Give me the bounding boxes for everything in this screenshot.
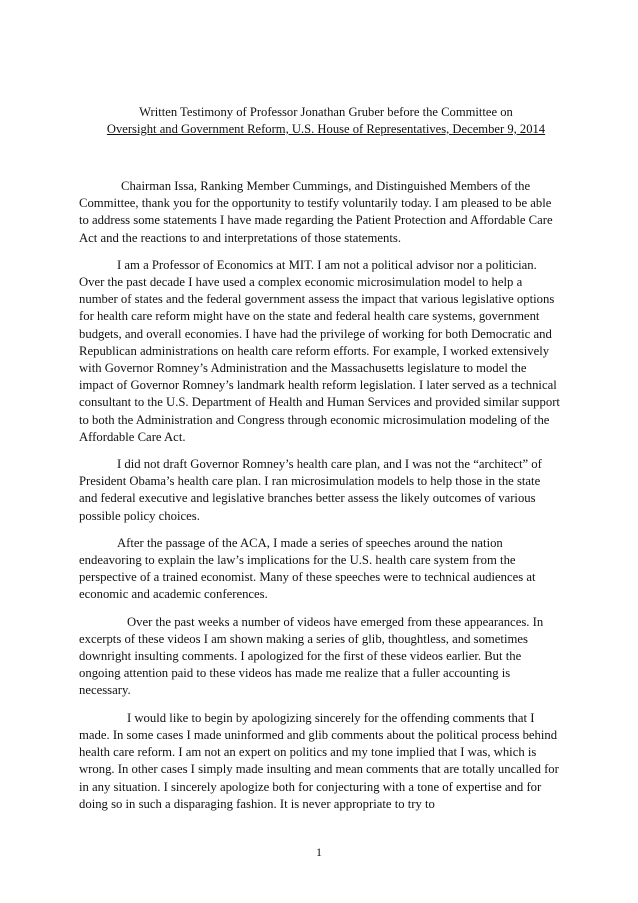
title-line-1: Written Testimony of Professor Jonathan Gruber before the Committee on	[139, 105, 513, 119]
title-line-2: Oversight and Government Reform, U.S. House of Representatives, December 9, 2014	[106, 122, 546, 136]
page-number: 1	[316, 845, 322, 859]
paragraph-background: I am a Professor of Economics at MIT. I am not a political advisor nor a politician. Over the past decade I have used a complex economic microsimulation model to help a number of states and the federal government assess the impact that various legislative options for health care reform might have on the state and federal health care systems, government budgets, and overall economies. I have had the privilege of working for both Democratic and Republican administrations on health care reform efforts. For example, I worked extensively with Governor Romney’s Administration and the Massachusetts legislature to model the impact of Governor Romney’s landmark health reform legislation. I later served as a technical consultant to the U.S. Department of Health and Human Services and provided similar support to both the Administration and Congress through economic microsimulation modeling of the Affordable Care Act.	[79, 257, 560, 444]
paragraph-apology: I would like to begin by apologizing sincerely for the offending comments that I made. In some cases I made uninformed and glib comments about the political process behind health care reform. I am not an expert on politics and my tone implied that I was, which is wrong. In other cases I simply made insulting and mean comments that are totally uncalled for in any situation. I sincerely apologize both for conjecturing with a tone of expertise and for doing so in such a disparaging fashion. It is never appropriate to try to	[79, 710, 559, 811]
paragraph-role: I did not draft Governor Romney’s health care plan, and I was not the “architect” of President Obama’s health care plan. I ran microsimulation models to help those in the state and federal executive and legislative branches better assess the likely outcomes of various possible policy choices.	[79, 457, 542, 523]
paragraph-videos: Over the past weeks a number of videos have emerged from these appearances. In excerpts of these videos I am shown making a series of glib, thoughtless, and sometimes downright insulting comments. I apologized for the first of these videos earlier. But the ongoing attention paid to these videos has made me realize that a fuller accounting is necessary.	[79, 614, 544, 698]
document-body	[79, 178, 560, 823]
paragraph-opening: Chairman Issa, Ranking Member Cummings, and Distinguished Members of the Committee, thank you for the opportunity to testify voluntarily today. I am pleased to be able to address some statements I have made regarding the Patient Protection and Affordable Care Act and the reactions to and interpretations of those statements.	[79, 179, 553, 245]
document-title	[60, 104, 592, 138]
paragraph-speeches: After the passage of the ACA, I made a series of speeches around the nation endeavoring to explain the law’s implications for the U.S. health care system from the perspective of a trained economist. Many of these speeches were to technical audiences at economic and academic conferences.	[79, 535, 536, 602]
